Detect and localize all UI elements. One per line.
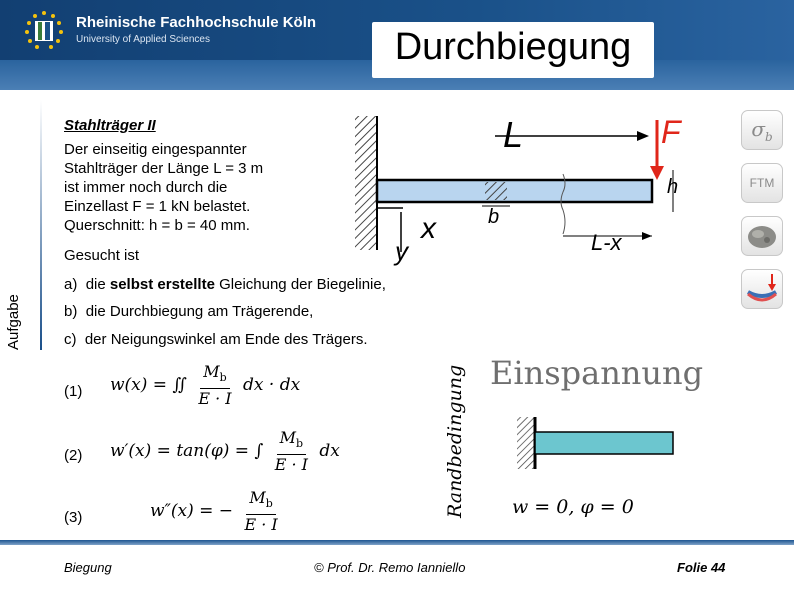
formula-lhs: w′(x) = tan(φ) = ∫ [110,441,264,462]
formula-3 [150,488,284,535]
bending-button[interactable] [741,269,783,309]
formula-2 [110,428,340,475]
label-L: L [503,114,524,155]
university-subtitle: University of Applied Sciences [76,34,210,45]
beam-diagram [345,112,695,272]
footer-slide-number: Folie 44 [677,560,726,575]
formula-3-number: (3) [64,509,83,526]
fraction-denominator: E · I [244,515,278,535]
label-h: h [667,176,679,198]
formula-lhs: w″(x) = − [150,501,234,522]
label-L-minus-x: L-x [591,230,622,255]
task-description [64,140,263,235]
einspannung-heading: Einspannung [490,354,704,392]
footer-divider [0,540,794,545]
sigma-subscript: b [764,130,773,144]
description-line: Querschnitt: h = b = 40 mm. [64,217,250,234]
fraction-numerator: $M_b$ [277,428,306,455]
task-item-b [64,302,313,321]
footer-copyright: © Prof. Dr. Remo Ianniello [314,560,466,575]
beam [377,180,652,202]
slide-title: Durchbiegung [394,26,632,68]
item-text: die Durchbiegung am Trägerende, [85,303,314,320]
fraction [195,362,234,409]
footer-topic: Biegung [64,560,112,575]
formula-rhs: dx · dx [243,375,301,396]
fraction [241,488,280,535]
item-letter: b) [64,303,78,320]
side-divider [40,100,42,350]
sigma-symbol: σ [751,117,765,141]
item-text-post: Gleichung der Biegelinie, [214,276,386,293]
ftm-label: FTM [749,176,775,190]
fraction-numerator: $M_b$ [200,362,229,389]
item-text-bold: selbst erstellte [109,276,215,293]
fraction-numerator: $M_b$ [246,488,275,515]
description-line: Der einseitig eingespannter [64,141,247,158]
boundary-condition: w = 0, φ = 0 [512,496,634,518]
formula-2-number: (2) [64,447,83,464]
gesucht-label: Gesucht ist [64,247,140,264]
task-item-c [64,330,368,349]
description-line: Einzellast F = 1 kN belastet. [64,198,251,215]
formula-lhs: w(x) = ∬ [110,375,187,396]
fraction-denominator: E · I [198,389,232,409]
label-y: y [395,236,408,266]
description-line: Stahlträger der Länge L = 3 m [64,160,264,177]
sigma-button[interactable] [741,110,783,150]
university-logo [24,10,64,50]
stone-button[interactable] [741,216,783,256]
label-x: x [421,212,436,245]
cross-section [485,182,507,200]
clamp-diagram [515,415,675,475]
formula-1-number: (1) [64,383,83,400]
item-text: der Neigungswinkel am Ende des Trägers. [84,331,368,348]
ftm-button[interactable] [741,163,783,203]
side-label: Aufgabe [5,294,22,350]
task-item-a [64,275,386,294]
wall-hatch [355,116,377,250]
formula-1 [110,362,300,409]
item-letter: a) [64,276,78,293]
label-F: F [661,114,681,150]
fraction [272,428,311,475]
bending-icon [742,270,782,308]
task-heading: Stahlträger II [64,117,156,134]
fraction-denominator: E · I [274,455,308,475]
randbedingung-label: Randbedingung [444,364,466,518]
university-name: Rheinische Fachhochschule Köln [76,14,317,31]
label-b: b [488,206,500,228]
item-text-pre: die [85,276,110,293]
item-letter: c) [64,331,77,348]
stone-icon [742,217,782,255]
formula-rhs: dx [319,441,340,462]
description-line: ist immer noch durch die [64,179,228,196]
